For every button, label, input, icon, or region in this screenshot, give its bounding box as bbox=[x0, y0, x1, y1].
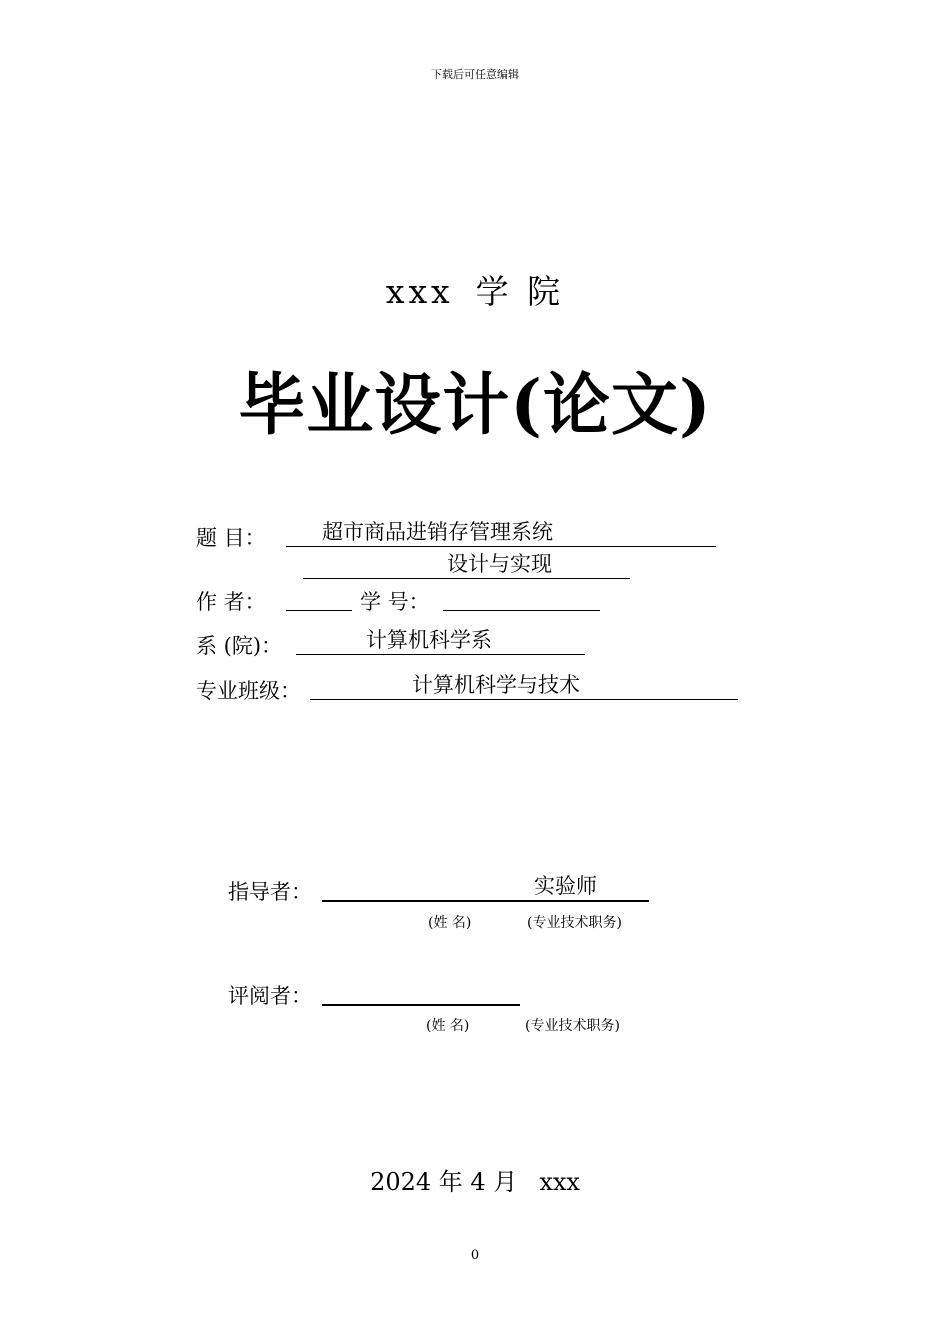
student-id-line bbox=[443, 586, 600, 611]
reviewer-field bbox=[322, 980, 520, 1006]
advisor-line bbox=[322, 876, 649, 902]
thesis-title: 毕业设计(论文) bbox=[238, 365, 712, 444]
major-label: 专业班级： bbox=[196, 679, 301, 703]
date-author: xxx bbox=[539, 1168, 580, 1196]
header-note: 下载后可任意编辑 bbox=[431, 68, 519, 81]
author-label: 作 者： bbox=[196, 590, 266, 614]
topic-line-2 bbox=[303, 554, 630, 579]
college-suffix: 学 院 bbox=[475, 272, 565, 311]
student-id-label: 学 号： bbox=[360, 590, 430, 614]
author-field bbox=[286, 586, 352, 611]
college-name bbox=[0, 266, 950, 313]
department-label: 系 (院)： bbox=[196, 634, 283, 658]
topic-label: 题 目： bbox=[196, 526, 266, 550]
date-year-month: 2024 年 4 月 bbox=[370, 1168, 518, 1196]
page-number: 0 bbox=[470, 1248, 480, 1263]
submission-date bbox=[0, 1162, 950, 1197]
major-line bbox=[310, 675, 738, 700]
author-line bbox=[286, 586, 352, 611]
topic-value-2: 设计与实现 bbox=[447, 552, 552, 576]
author-row bbox=[196, 586, 266, 616]
advisor-title-value: 实验师 bbox=[534, 874, 597, 898]
reviewer-label: 评阅者： bbox=[228, 984, 312, 1008]
advisor-name-hint: (姓 名) bbox=[428, 915, 472, 931]
topic-value-1: 超市商品进销存管理系统 bbox=[322, 520, 553, 544]
advisor-label: 指导者： bbox=[228, 880, 312, 904]
department-value: 计算机科学系 bbox=[366, 628, 492, 652]
topic-line-1 bbox=[286, 522, 716, 547]
major-value: 计算机科学与技术 bbox=[412, 673, 580, 697]
reviewer-name-hint: (姓 名) bbox=[426, 1018, 470, 1034]
department-line bbox=[296, 630, 585, 655]
college-abbrev: xxx bbox=[385, 272, 454, 311]
advisor-title-hint: (专业技术职务) bbox=[527, 915, 622, 931]
student-id-field bbox=[443, 586, 600, 611]
reviewer-title-hint: (专业技术职务) bbox=[525, 1018, 620, 1034]
reviewer-line bbox=[322, 980, 520, 1006]
topic-row bbox=[196, 522, 266, 552]
